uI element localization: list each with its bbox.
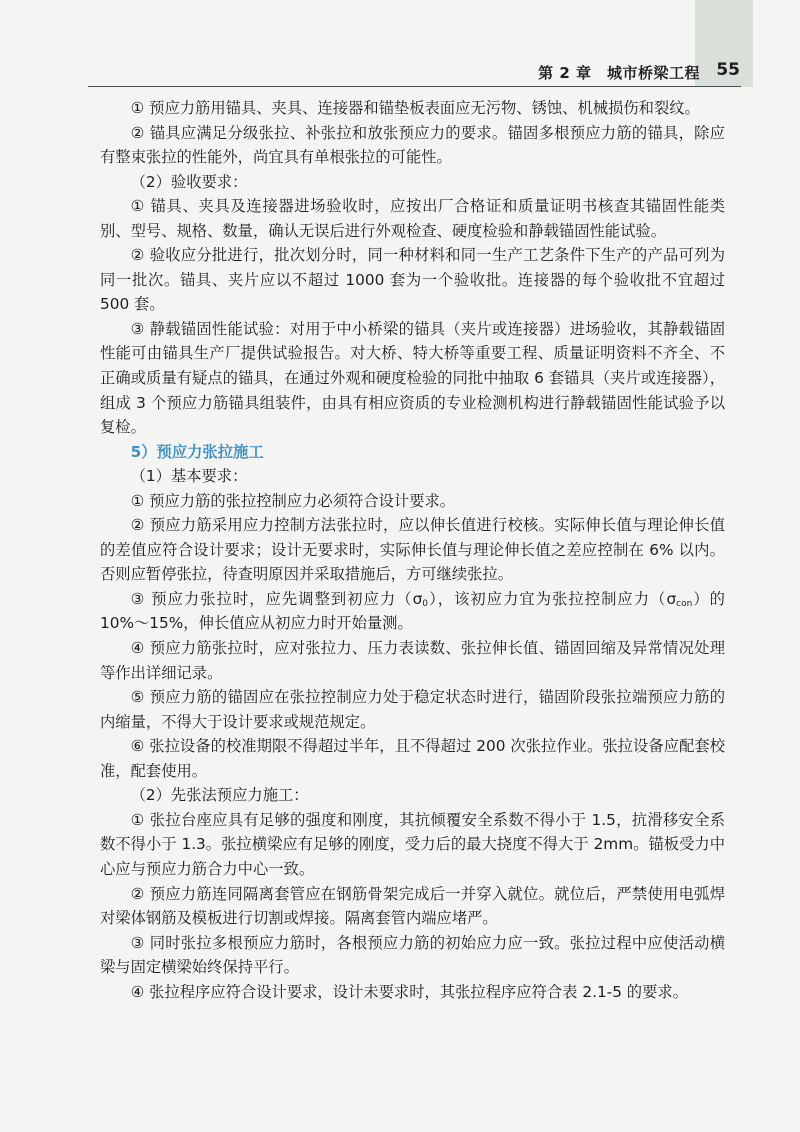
paragraph-anchor-surface: ① 预应力筋用锚具、夹具、连接器和锚垫板表面应无污物、锈蚀、机械损伤和裂纹。	[130, 99, 700, 117]
paragraph-pretension-1: ① 张拉台座应具有足够的强度和刚度，其抗倾覆安全系数不得小于 1.5，抗滑移安全系数不得小于 1.3。张拉横梁应有足够的刚度，受力后的最大挠度不得大于 2mm。锚板受力中心应与预应力筋合力中心一致。	[100, 810, 725, 878]
paragraph-acceptance-1: ① 锚具、夹具及连接器进场验收时，应按出厂合格证和质量证明书核查其锚固性能类别、型号、规格、数量，确认无误后进行外观检查、硬度检验和静载锚固性能试验。	[100, 197, 725, 240]
section-heading-tensioning: 5）预应力张拉施工	[130, 442, 264, 461]
paragraph-basic-4: ④ 预应力筋张拉时，应对张拉力、压力表读数、张拉伸长值、锚固回缩及异常情况处理等作出详细记录。	[100, 639, 725, 682]
header-divider	[88, 86, 741, 87]
paragraph-pretension-3: ③ 同时张拉多根预应力筋时，各根预应力筋的初始应力应一致。张拉过程中应使活动横梁与固定横梁始终保持平行。	[100, 933, 725, 977]
paragraph-anchor-requirements: ② 锚具应满足分级张拉、补张拉和放张预应力的要求。锚固多根预应力筋的锚具，除应有整束张拉的性能外，尚宜具有单根张拉的可能性。	[100, 123, 725, 167]
chapter-title: 第 2 章 城市桥梁工程	[538, 64, 700, 82]
paragraph-basic-5: ⑤ 预应力筋的锚固应在张拉控制应力处于稳定状态时进行，锚固阶段张拉端预应力筋的内缩量，不得大于设计要求或规范规定。	[100, 688, 725, 731]
paragraph-acceptance-3: ③ 静载锚固性能试验：对用于中小桥梁的锚具（夹片或连接器）进场验收，其静载锚固性能可由锚具生产厂提供试验报告。对大桥、特大桥等重要工程、质量证明资料不齐全、不正确或质量有疑点的锚具，在通过外观和硬度检验的同批中抽取 6 套锚具（夹片或连接器），组成 3 个预应力筋锚具组装件，由具有相应资质的专业检测机构进行静载锚固性能试验予以复检。	[100, 319, 725, 437]
paragraph-pretension-4: ④ 张拉程序应符合设计要求，设计未要求时，其张拉程序应符合表 2.1-5 的要求。	[130, 982, 688, 1001]
subheading-pretension: （2）先张法预应力施工：	[130, 786, 309, 805]
page-body	[100, 96, 725, 1004]
page-number: 55	[716, 60, 740, 80]
subheading-acceptance: （2）验收要求：	[130, 172, 248, 191]
sigma-symbol: σ	[412, 589, 423, 608]
paragraph-pretension-2: ② 预应力筋连同隔离套管应在钢筋骨架完成后一并穿入就位。就位后，严禁使用电弧焊对梁体钢筋及模板进行切割或焊接。隔离套管内端应堵严。	[100, 884, 725, 928]
paragraph-basic-1: ① 预应力筋的张拉控制应力必须符合设计要求。	[130, 491, 456, 510]
sigma-symbol: σ	[666, 589, 677, 608]
paragraph-basic-2: ② 预应力筋采用应力控制方法张拉时，应以伸长值进行校核。实际伸长值与理论伸长值的差值应符合设计要求；设计无要求时，实际伸长值与理论伸长值之差应控制在 6% 以内。否则应暂停张拉，待查明原因并采取措施后，方可继续张拉。	[100, 516, 725, 584]
paragraph-acceptance-2: ② 验收应分批进行，批次划分时，同一种材料和同一生产工艺条件下生产的产品可列为同一批次。锚具、夹片应以不超过 1000 套为一个验收批。连接器的每个验收批不宜超过 500 套。	[100, 246, 725, 314]
page-header	[0, 0, 800, 92]
subheading-basic: （1）基本要求：	[130, 467, 248, 486]
paragraph-basic-6: ⑥ 张拉设备的校准期限不得超过半年，且不得超过 200 次张拉作业。张拉设备应配套校准，配套使用。	[100, 737, 725, 780]
paragraph-basic-3: ③ 预应力张拉时，应先调整到初应力$(\sigma_0)$，该初应力宜为张拉控制应力$(\sigma_{con})$的 10%～15%，伸长值应从初应力时开始量测。	[100, 589, 725, 633]
subscript-zero: 0	[422, 598, 429, 609]
subscript-con: con	[676, 598, 693, 609]
